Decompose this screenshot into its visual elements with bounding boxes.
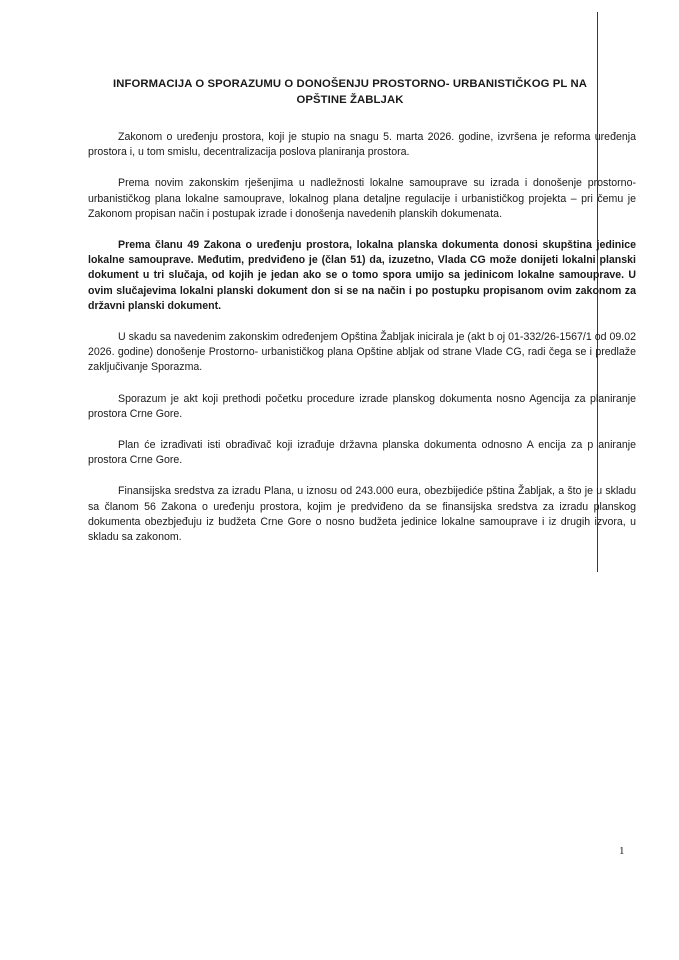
document-title <box>70 76 630 108</box>
paragraph-6: Plan će izrađivati isti obrađivač koji izrađuje državna planska dokumenta odnosno A encija za p aniranje prostora Crne Gore. <box>88 439 636 467</box>
paragraph-5: Sporazum je akt koji prethodi početku procedure izrade planskog dokumenta nosno Agencija za planiranje prostora Crne Gore. <box>88 392 636 420</box>
title-line-1: INFORMACIJA O SPORAZUMU O DONOŠENJU PROSTORNO- URBANISTIČKOG PL NA <box>113 78 587 90</box>
paragraph-4: U skadu sa navedenim zakonskim određenjem Opština Žabljak inicirala je (akt b oj 01-332/26-1567/1 od 09.02 2026. godine) donošenje Prostorno- urbanističkog plana Opštine abljak od strane Vlade CG, radi čega se i predlaže zaključivanje Sporazma. <box>88 331 636 374</box>
paragraph-2: Prema novim zakonskim rješenjima u nadležnosti lokalne samouprave su izrada i donošenje prostorno- urbanističkog plana lokalne samouprave, lokalnog plana detaljne regulacije i urbanističkog projekta – pri čemu je Zakonom propisan način i postupak izrade i donošenja navedenih planskih dokumenata. <box>88 177 636 220</box>
paragraph-7: Finansijska sredstva za izradu Plana, u iznosu od 243.000 eura, obezbijediće pština Žabljak, a što je u skladu sa članom 56 Zakona o uređenju prostora, kojim je predviđeno da se finansijska sredstva za izradu planskog dokumenta obezbjeđuju iz budžeta Crne Gore o nosno budžeta jedinice lokalne samouprave i iz drugih izvora, u skladu sa zakonom. <box>88 485 636 544</box>
title-line-2: OPŠTINE ŽABLJAK <box>296 94 404 106</box>
document-body <box>88 130 636 561</box>
paragraph-1: Zakonom o uređenju prostora, koji je stupio na snagu 5. marta 2026. godine, izvršena je reforma uređenja prostora i, u tom smislu, decentralizacija poslova planiranja prostora. <box>88 131 636 159</box>
paragraph-3: Prema članu 49 Zakona o uređenju prostora, lokalna planska dokumenta donosi skupština jedinice lokalne samouprave. Međutim, predviđeno je (član 51) da, izuzetno, Vlada CG može donijeti lokalni planski dokument u tri slučaja, od kojih je jedan ako se o tomo spora umijo sa jedinicom lokalne samouprave. U ovim slučajevima lokalni planski dokument don si se na način i po postupku propisanom ovim zakonom za državni planski dokument. <box>88 239 636 312</box>
page-number: 1 <box>619 845 625 857</box>
